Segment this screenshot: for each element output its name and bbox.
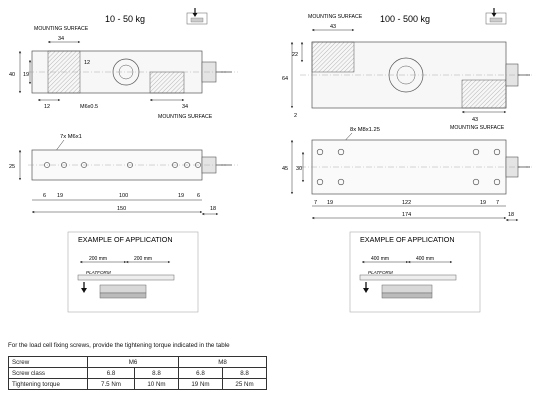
left-dim-34-top: 34: [58, 36, 65, 42]
left-app-span-b: 200 mm: [134, 256, 153, 262]
right-dim-30: 30: [296, 166, 303, 172]
left-mounting-top-label: MOUNTING SURFACE: [34, 26, 89, 32]
left-dim-40: 40: [9, 72, 16, 78]
torque-note: For the load cell fixing screws, provide the tightening torque indicated in the table: [8, 342, 230, 349]
left-thread-label: M6x0.5: [80, 104, 99, 110]
left-app-span-a: 200 mm: [89, 256, 108, 262]
table-cell: Tightening torque: [9, 379, 88, 390]
right-app-platform: PLATFORM: [368, 270, 393, 275]
left-bottom-dim-4: 19: [178, 193, 185, 199]
left-bottom-dim-3: 100: [119, 193, 129, 199]
table-cell: 8.8: [134, 368, 178, 379]
right-bottom-dim-4: 19: [480, 200, 487, 206]
left-holes-label: 7x M6x1: [60, 134, 82, 140]
right-dim-43-top: 43: [330, 24, 337, 30]
right-bottom-dim-3: 122: [402, 200, 412, 206]
right-dim-64: 64: [282, 76, 289, 82]
right-end-dim: 18: [508, 212, 515, 218]
table-cell: 25 Nm: [222, 379, 266, 390]
right-dim-2: 2: [294, 113, 298, 119]
left-bottom-dim-5: 6: [197, 193, 201, 199]
left-bottom-dim-1: 6: [43, 193, 47, 199]
table-cell: 10 Nm: [134, 379, 178, 390]
right-top-view: [282, 127, 532, 220]
torque-table: [8, 356, 267, 390]
table-row: [9, 379, 267, 390]
table-row: [9, 357, 267, 368]
right-side-view: [282, 8, 532, 131]
right-holes-label: 8x M8x1.25: [350, 127, 380, 133]
load-arrow-icon: [187, 8, 207, 24]
table-cell: M8: [178, 357, 266, 368]
left-dim-25: 25: [9, 164, 16, 170]
table-cell: 19 Nm: [178, 379, 222, 390]
table-cell: 7.5 Nm: [88, 379, 135, 390]
left-mounting-bottom-label: MOUNTING SURFACE: [158, 114, 213, 120]
right-app-span-a: 400 mm: [371, 256, 390, 262]
left-dim-12: 12: [44, 104, 51, 110]
left-end-dim: 18: [210, 206, 217, 212]
left-title: 10 - 50 kg: [105, 14, 146, 24]
right-application-example: [350, 232, 480, 312]
right-mounting-bottom-label: MOUNTING SURFACE: [450, 125, 505, 131]
left-application-example: [68, 232, 198, 312]
right-app-title: EXAMPLE OF APPLICATION: [360, 235, 455, 244]
table-row: [9, 368, 267, 379]
right-dim-43-bottom: 43: [472, 117, 479, 123]
table-cell: 8.8: [222, 368, 266, 379]
right-app-span-b: 400 mm: [416, 256, 435, 262]
left-dim-12-right: 12: [84, 60, 91, 66]
left-top-view: [9, 134, 238, 214]
table-cell: Screw: [9, 357, 88, 368]
left-bottom-dim-2: 19: [57, 193, 64, 199]
right-mounting-top-label: MOUNTING SURFACE: [308, 14, 363, 20]
table-cell: M6: [88, 357, 179, 368]
left-app-platform: PLATFORM: [86, 270, 111, 275]
left-app-title: EXAMPLE OF APPLICATION: [78, 235, 173, 244]
right-bottom-dim-2: 19: [327, 200, 334, 206]
left-dim-34-bottom: 34: [182, 104, 189, 110]
right-bottom-dim-5: 7: [496, 200, 500, 206]
table-cell: 6.8: [88, 368, 135, 379]
table-cell: Screw class: [9, 368, 88, 379]
right-title: 100 - 500 kg: [380, 14, 431, 24]
right-dim-22: 22: [292, 52, 299, 58]
left-side-view: [9, 8, 238, 120]
table-cell: 6.8: [178, 368, 222, 379]
left-dim-19: 19: [23, 72, 30, 78]
load-arrow-icon: [486, 8, 506, 24]
right-overall-dim: 174: [402, 212, 412, 218]
right-dim-45: 45: [282, 166, 289, 172]
right-bottom-dim-1: 7: [314, 200, 318, 206]
left-overall-dim: 150: [117, 206, 127, 212]
